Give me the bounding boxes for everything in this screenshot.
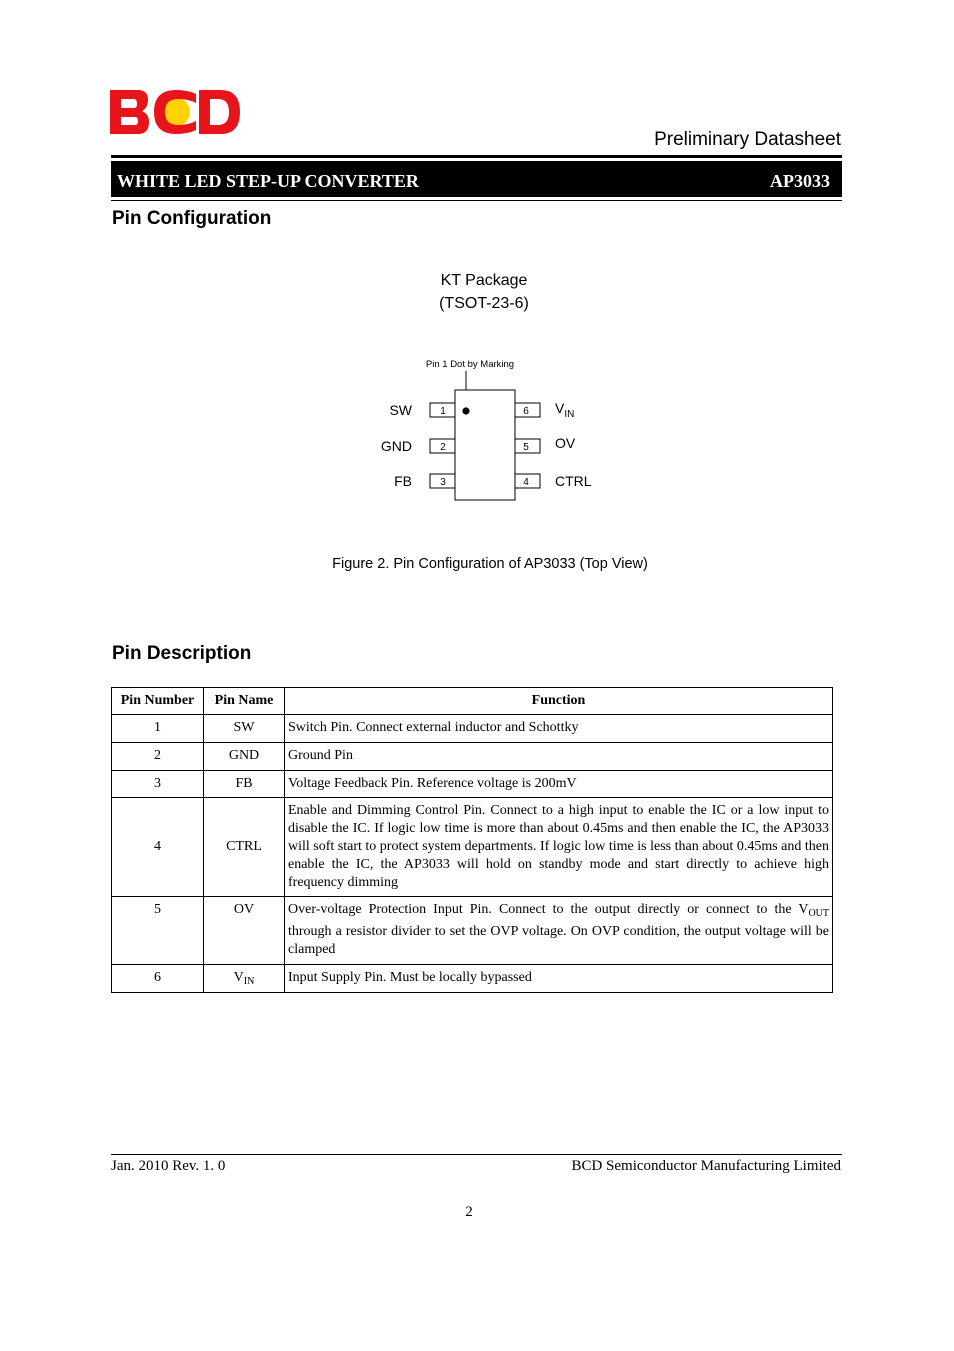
pin-number: 6 xyxy=(523,406,529,417)
pin-number: 3 xyxy=(440,477,446,488)
pin-name: FB xyxy=(394,473,412,489)
package-type: (TSOT-23-6) xyxy=(439,295,529,312)
footer-rule xyxy=(111,1154,842,1155)
pin-number-cell: 1 xyxy=(112,715,204,743)
function-cell: Over-voltage Protection Input Pin. Connect to the output directly or connect to the $V_{OUT}$ through a resistor divider to set the OVP voltage. On OVP condition, the output voltage will be clamped xyxy=(285,897,833,964)
function-cell: Voltage Feedback Pin. Reference voltage is 200mV xyxy=(285,770,833,798)
pin-name-cell: CTRL xyxy=(204,798,285,897)
pin-number-cell: 6 xyxy=(112,964,204,992)
footer-company: BCD Semiconductor Manufacturing Limited xyxy=(571,1158,841,1174)
table-header-row xyxy=(112,688,833,715)
footer-date-revision: Jan. 2010 Rev. 1. 0 xyxy=(111,1158,226,1174)
pin-number: 2 xyxy=(440,442,446,453)
pin-name-cell: OV xyxy=(204,897,285,964)
header-rule xyxy=(111,155,842,158)
pin1-dot xyxy=(462,407,469,414)
pin-name-cell: SW xyxy=(204,715,285,743)
table-row xyxy=(112,964,833,992)
pin-name-cell: $V_{IN}$ xyxy=(204,964,285,992)
pin-name-cell: GND xyxy=(204,742,285,770)
pin-name: CTRL xyxy=(555,473,592,489)
figure-caption: Figure 2. Pin Configuration of AP3033 (Top View) xyxy=(332,556,648,572)
table-row xyxy=(112,742,833,770)
package-body xyxy=(455,390,515,500)
package-name: KT Package xyxy=(440,272,528,289)
pin-number-cell: 2 xyxy=(112,742,204,770)
function-cell: Switch Pin. Connect external inductor and Schottky xyxy=(285,715,833,743)
pin-name-vin: $V_{IN}$ xyxy=(555,400,575,420)
section-heading-pin-configuration: Pin Configuration xyxy=(112,208,272,229)
table-row xyxy=(112,897,833,964)
pin-name: GND xyxy=(380,438,412,454)
pin1-marker-label: Pin 1 Dot by Marking xyxy=(425,359,515,370)
pin-name: SW xyxy=(389,402,412,418)
pin-number-cell: 5 xyxy=(112,897,204,964)
page-number: 2 xyxy=(465,1204,473,1220)
function-cell: Input Supply Pin. Must be locally bypassed xyxy=(285,964,833,992)
function-cell: Ground Pin xyxy=(285,742,833,770)
pin-number: 4 xyxy=(523,477,529,488)
pin-number: 5 xyxy=(523,442,529,453)
pin-number: 1 xyxy=(440,406,446,417)
header-rule-thin xyxy=(111,200,842,201)
pin-diagram xyxy=(370,352,610,507)
pin-number-cell: 4 xyxy=(112,798,204,897)
part-number: AP3033 xyxy=(770,171,830,191)
pin-name-cell: FB xyxy=(204,770,285,798)
table-row xyxy=(112,770,833,798)
bcd-logo xyxy=(108,88,242,136)
pin-description-table xyxy=(111,687,833,993)
function-cell: Enable and Dimming Control Pin. Connect to a high input to enable the IC or a low input to disable the IC. If logic low time is more than about 0.45ms and then enable the IC, the AP3033 will soft start to protect system departments. If logic low time is less than about 0.45ms and then enable the IC, the AP3033 will hold on standby mode and start directly to achieve high frequency dimming xyxy=(285,798,833,897)
column-header: Function xyxy=(285,688,833,715)
section-heading-pin-description: Pin Description xyxy=(112,643,252,664)
title-bar xyxy=(111,161,842,197)
document-type: Preliminary Datasheet xyxy=(654,129,841,150)
pin-number-cell: 3 xyxy=(112,770,204,798)
table-row xyxy=(112,798,833,897)
document-title: WHITE LED STEP-UP CONVERTER xyxy=(117,171,419,191)
pin-name: OV xyxy=(555,435,576,451)
table-row xyxy=(112,715,833,743)
column-header: Pin Name xyxy=(204,688,285,715)
column-header: Pin Number xyxy=(112,688,204,715)
